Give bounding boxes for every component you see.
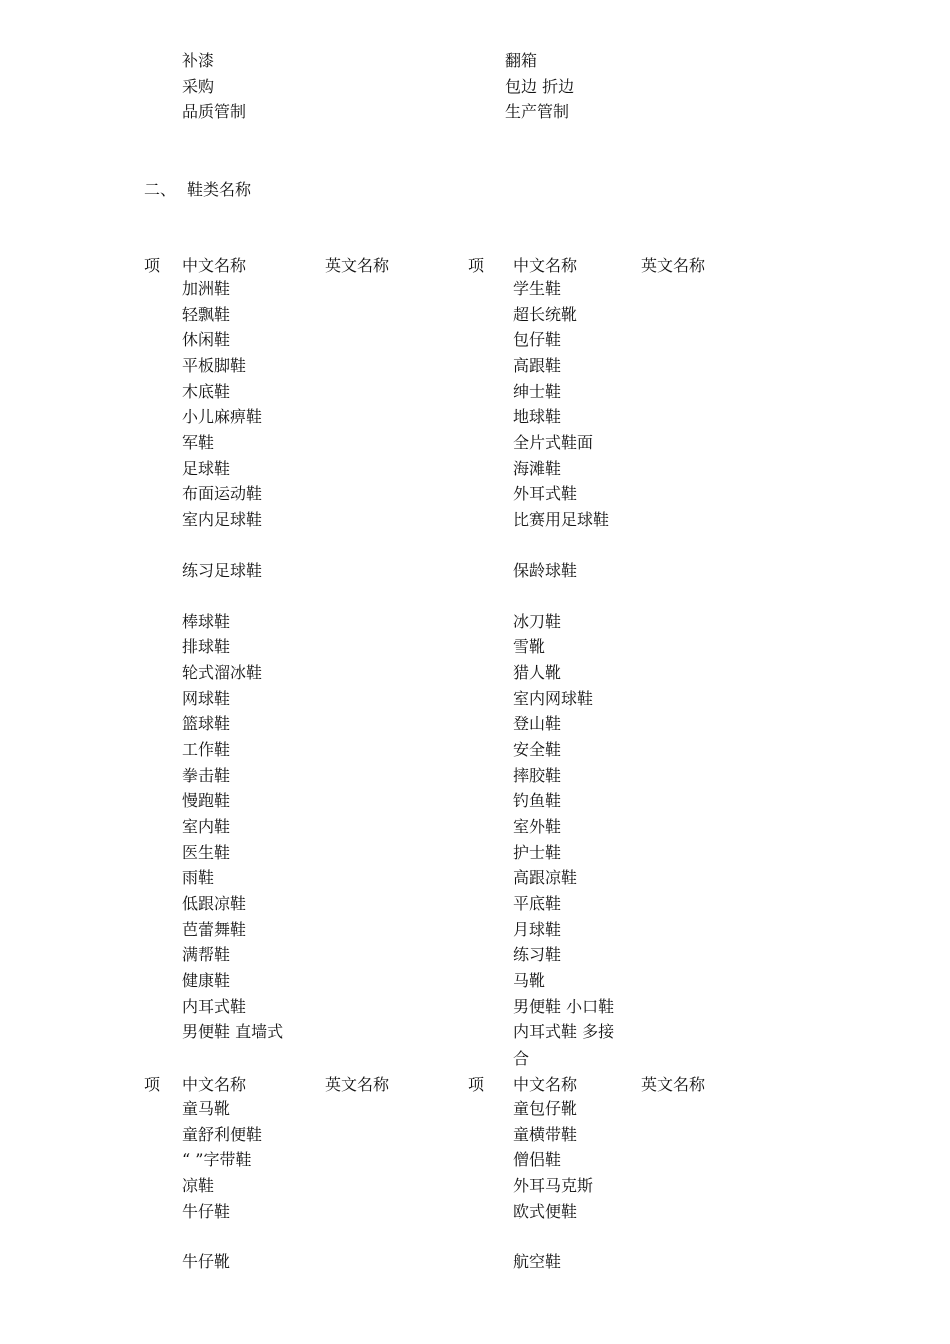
shoe-name-cn: 钓鱼鞋 [513,791,562,810]
shoe-name-cn: 航空鞋 [513,1252,562,1271]
shoe-name-cn: 马靴 [513,971,546,990]
table1-header-item: 项 [468,256,485,275]
shoe-name-cn: 牛仔靴 [182,1252,231,1271]
shoe-name-cn: 室内网球鞋 [513,689,594,708]
top-item-left: 品质管制 [182,102,247,121]
shoe-name-cn: 全片式鞋面 [513,433,594,452]
shoe-name-cn: 冰刀鞋 [513,612,562,631]
shoe-name-cn: 牛仔鞋 [182,1202,231,1221]
table1-header-en-name: 英文名称 [641,256,706,275]
section-number: 二、 [144,180,177,199]
table1-header-en-name: 英文名称 [325,256,390,275]
shoe-name-cn: 童舒利便鞋 [182,1125,263,1144]
shoe-name-cn: 超长统靴 [513,305,578,324]
shoe-name-cn: 海滩鞋 [513,459,562,478]
shoe-name-cn: 练习鞋 [513,945,562,964]
shoe-name-cn: 慢跑鞋 [182,791,231,810]
shoe-name-cn: 男便鞋 直墙式 [182,1022,284,1041]
shoe-name-cn: 满帮鞋 [182,945,231,964]
shoe-name-cn: 男便鞋 小口鞋 [513,997,615,1016]
shoe-name-cn: 排球鞋 [182,637,231,656]
shoe-name-cn: 安全鞋 [513,740,562,759]
shoe-name-cn: 比赛用足球鞋 [513,510,610,529]
shoe-name-cn: 外耳马克斯 [513,1176,594,1195]
shoe-name-cn: 摔胶鞋 [513,766,562,785]
top-item-right: 翻箱 [505,51,538,70]
shoe-name-cn: 凉鞋 [182,1176,215,1195]
shoe-name-cn: 低跟凉鞋 [182,894,247,913]
shoe-name-cn: 雨鞋 [182,868,215,887]
shoe-name-cn: 高跟鞋 [513,356,562,375]
top-item-right: 生产管制 [505,102,570,121]
shoe-name-cn: 室内鞋 [182,817,231,836]
shoe-name-cn: 室外鞋 [513,817,562,836]
shoe-name-cn: 猎人靴 [513,663,562,682]
shoe-name-cn: 内耳式鞋 [182,997,247,1016]
shoe-name-cn: 保龄球鞋 [513,561,578,580]
table2-header-cn-name: 中文名称 [513,1075,578,1094]
table2-header-item: 项 [144,1075,161,1094]
shoe-name-cn: 童横带鞋 [513,1125,578,1144]
shoe-name-cn: 欧式便鞋 [513,1202,578,1221]
shoe-name-cn: 雪靴 [513,637,546,656]
shoe-name-cn: 棒球鞋 [182,612,231,631]
shoe-name-cn: 练习足球鞋 [182,561,263,580]
shoe-name-cn: 包仔鞋 [513,330,562,349]
shoe-name-cn: 月球鞋 [513,920,562,939]
shoe-name-cn: 学生鞋 [513,279,562,298]
shoe-name-cn: 小儿麻痹鞋 [182,407,263,426]
shoe-name-cn: 登山鞋 [513,714,562,733]
shoe-name-cn: 工作鞋 [182,740,231,759]
shoe-name-cn: 健康鞋 [182,971,231,990]
shoe-name-cn: 休闲鞋 [182,330,231,349]
shoe-name-cn: 轮式溜冰鞋 [182,663,263,682]
shoe-name-cn: 地球鞋 [513,407,562,426]
shoe-name-cn: 室内足球鞋 [182,510,263,529]
shoe-name-cn: 加洲鞋 [182,279,231,298]
shoe-name-cn: 芭蕾舞鞋 [182,920,247,939]
shoe-name-cn: 平板脚鞋 [182,356,247,375]
table1-header-cn-name: 中文名称 [182,256,247,275]
shoe-name-cn: 高跟凉鞋 [513,868,578,887]
shoe-name-cn: 内耳式鞋 多接 [513,1022,615,1041]
table1-header-item: 项 [144,256,161,275]
shoe-name-cn: 布面运动鞋 [182,484,263,503]
shoe-name-cn: 护士鞋 [513,843,562,862]
top-item-right: 包边 折边 [505,77,575,96]
top-item-left: 补漆 [182,51,215,70]
shoe-name-cn: 平底鞋 [513,894,562,913]
shoe-name-cn: 拳击鞋 [182,766,231,785]
table1-header-cn-name: 中文名称 [513,256,578,275]
top-item-left: 采购 [182,77,215,96]
shoe-name-cn: 僧侣鞋 [513,1150,562,1169]
shoe-name-cn: 童包仔靴 [513,1099,578,1118]
shoe-name-cn: 医生鞋 [182,843,231,862]
shoe-name-cn: “ ”字带鞋 [182,1150,252,1169]
shoe-name-cn: 木底鞋 [182,382,231,401]
shoe-name-cn: 合 [513,1049,530,1068]
shoe-name-cn: 外耳式鞋 [513,484,578,503]
shoe-name-cn: 绅士鞋 [513,382,562,401]
shoe-name-cn: 网球鞋 [182,689,231,708]
section-title: 鞋类名称 [187,180,252,199]
shoe-name-cn: 轻飘鞋 [182,305,231,324]
shoe-name-cn: 足球鞋 [182,459,231,478]
table2-header-en-name: 英文名称 [641,1075,706,1094]
shoe-name-cn: 军鞋 [182,433,215,452]
table2-header-cn-name: 中文名称 [182,1075,247,1094]
shoe-name-cn: 篮球鞋 [182,714,231,733]
table2-header-en-name: 英文名称 [325,1075,390,1094]
table2-header-item: 项 [468,1075,485,1094]
shoe-name-cn: 童马靴 [182,1099,231,1118]
